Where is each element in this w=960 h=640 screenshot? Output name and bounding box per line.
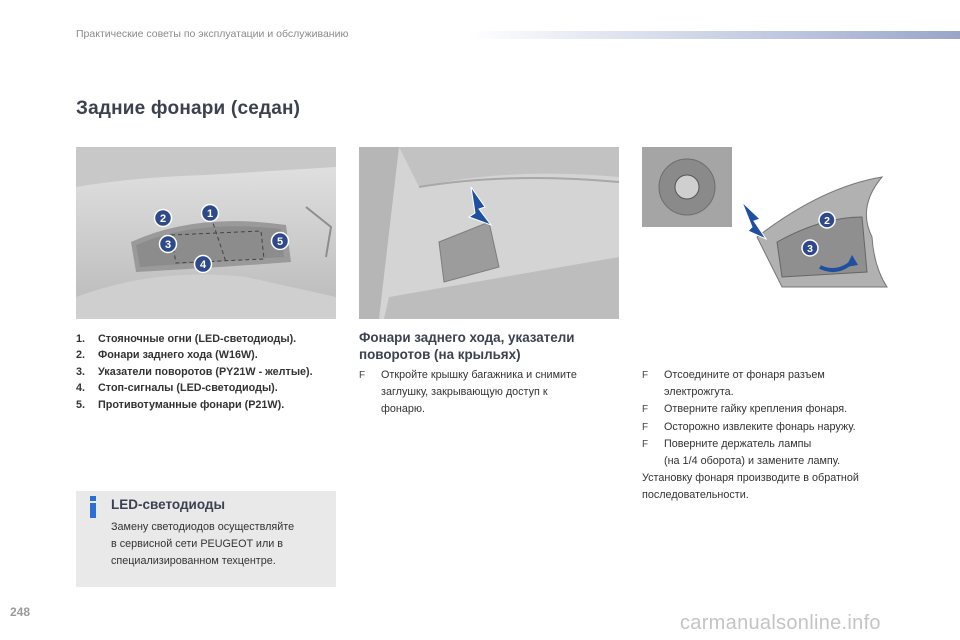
svg-text:4: 4: [199, 259, 207, 271]
legend-item: 4. Стоп-сигналы (LED-светодиоды).: [76, 382, 278, 395]
header-section-title: Практические советы по эксплуатации и обслуживанию: [76, 28, 349, 40]
closing-note: Установку фонаря производите в обратной последовательности.: [642, 472, 859, 502]
step-item: F Откройте крышку багажника и снимите заглушку, закрывающую доступ к фонарю.: [359, 369, 577, 416]
page-number: 248: [10, 605, 31, 619]
svg-text:3: 3: [807, 243, 813, 255]
step-marker-icon: F: [359, 370, 366, 381]
svg-text:2: 2: [159, 213, 167, 225]
info-title: LED-светодиоды: [111, 497, 225, 512]
step-item: F Осторожно извлеките фонарь наружу.: [642, 419, 902, 436]
step-marker-icon: F: [642, 438, 649, 450]
step-marker-icon: F: [642, 421, 649, 433]
section-heading: Фонари заднего хода, указатели поворотов (на крыльях): [359, 330, 575, 362]
legend-item: 2. Фонари заднего хода (W16W).: [76, 349, 258, 362]
info-body: Замену светодиодов осуществляйте в сервисной сети PEUGEOT или в специализированном техцентре.: [111, 521, 295, 568]
section2-steps: [359, 367, 629, 419]
header-gradient-bar: [468, 31, 960, 39]
page-title: Задние фонари (седан): [76, 98, 301, 119]
legend-item: 5. Противотуманные фонари (P21W).: [76, 398, 285, 411]
step-marker-icon: F: [642, 370, 649, 381]
watermark: carmanualsonline.info: [680, 612, 881, 634]
svg-text:1: 1: [206, 208, 214, 220]
step-item: F Поверните держатель лампы (на 1/4 оборота) и замените лампу.: [642, 437, 841, 468]
info-icon: [87, 496, 99, 518]
section3-steps: [642, 367, 902, 505]
svg-text:3: 3: [164, 239, 172, 251]
svg-text:2: 2: [824, 215, 830, 227]
legend-item: 1. Стояночные огни (LED-светодиоды).: [76, 333, 297, 345]
photo-lamp-removal: [642, 147, 890, 319]
legend-item: 3. Указатели поворотов (PY21W - желтые).: [76, 365, 313, 378]
svg-text:5: 5: [276, 236, 284, 248]
step-item: F Отверните гайку крепления фонаря.: [642, 401, 902, 418]
photo-trunk-cover: [359, 147, 619, 319]
lamp-legend: [76, 331, 313, 413]
photo-rear-lamps: [76, 147, 336, 319]
step-marker-icon: F: [642, 404, 649, 416]
step-item: F Отсоедините от фонаря разъем электрожгута.: [642, 369, 825, 399]
